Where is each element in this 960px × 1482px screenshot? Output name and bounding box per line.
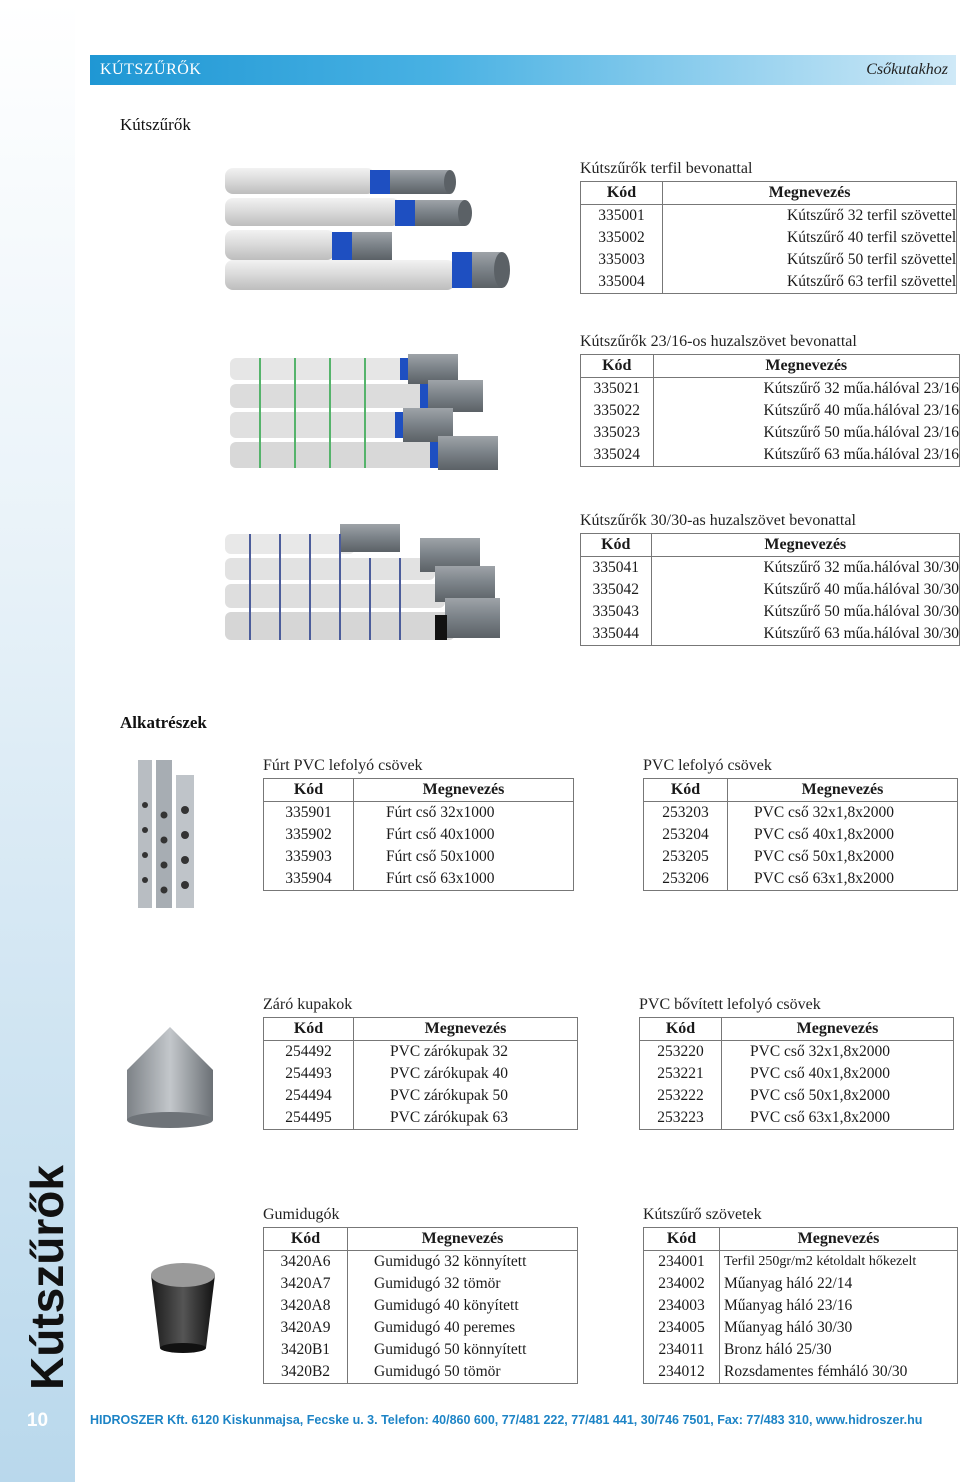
product-table-caps <box>263 1017 578 1130</box>
column-header-name: Megnevezés <box>348 1228 578 1251</box>
product-code: 3420B1 <box>264 1339 348 1361</box>
cap-photo <box>120 1022 220 1132</box>
product-code: 234012 <box>644 1361 720 1384</box>
table-row <box>644 802 958 825</box>
table-row <box>264 846 574 868</box>
product-code: 335024 <box>581 444 654 467</box>
header-bar <box>90 55 956 85</box>
table-row <box>644 1273 958 1295</box>
product-name: Műanyag háló 22/14 <box>720 1273 958 1295</box>
table-caption: Kútszűrők 30/30-as huzalszövet bevonattal <box>580 512 856 529</box>
table-row <box>644 824 958 846</box>
product-name: Gumidugó 50 tömör <box>348 1361 578 1384</box>
table-row <box>640 1063 954 1085</box>
table-block-mesh-2316 <box>580 333 960 467</box>
table-row <box>581 400 960 422</box>
product-code: 335041 <box>581 557 652 580</box>
product-code: 335903 <box>264 846 354 868</box>
product-code: 253206 <box>644 868 728 891</box>
table-caption: Záró kupakok <box>263 996 353 1013</box>
product-name: Műanyag háló 30/30 <box>720 1317 958 1339</box>
product-table-mesh-2316 <box>580 354 960 467</box>
column-header-name: Megnevezés <box>653 355 959 378</box>
product-code: 335021 <box>581 378 654 401</box>
product-name: Kútszűrő 50 terfil szövettel <box>663 249 957 271</box>
table-row <box>264 1041 578 1064</box>
table-row <box>264 1063 578 1085</box>
product-code: 254495 <box>264 1107 354 1130</box>
table-block-caps <box>263 996 578 1130</box>
product-name: PVC zárókupak 63 <box>354 1107 578 1130</box>
product-code: 335901 <box>264 802 354 825</box>
column-header-name: Megnevezés <box>728 779 958 802</box>
product-name: PVC cső 63x1,8x2000 <box>728 868 958 891</box>
product-name: Műanyag háló 23/16 <box>720 1295 958 1317</box>
table-row <box>264 1085 578 1107</box>
table-row <box>640 1107 954 1130</box>
product-code: 234003 <box>644 1295 720 1317</box>
product-code: 253203 <box>644 802 728 825</box>
product-code: 3420A6 <box>264 1251 348 1274</box>
table-row <box>581 557 960 580</box>
table-caption: Kútszűrők terfil bevonattal <box>580 160 753 177</box>
product-code: 3420A7 <box>264 1273 348 1295</box>
product-table-filter-fabrics <box>643 1227 958 1384</box>
product-code: 335042 <box>581 579 652 601</box>
product-code: 254492 <box>264 1041 354 1064</box>
table-row <box>264 802 574 825</box>
product-code: 335043 <box>581 601 652 623</box>
product-code: 3420B2 <box>264 1361 348 1384</box>
product-name: PVC zárókupak 32 <box>354 1041 578 1064</box>
table-block-mesh-3030 <box>580 512 960 646</box>
column-header-code: Kód <box>264 779 354 802</box>
product-name: PVC cső 40x1,8x2000 <box>728 824 958 846</box>
column-header-code: Kód <box>644 779 728 802</box>
product-code: 335022 <box>581 400 654 422</box>
section-title-parts: Alkatrészek <box>120 713 207 732</box>
page-number: 10 <box>26 1410 49 1431</box>
product-code: 234002 <box>644 1273 720 1295</box>
header-title: KÚTSZŰRŐK <box>100 61 202 78</box>
table-row <box>640 1085 954 1107</box>
table-block-terfil <box>580 160 957 294</box>
product-code: 335003 <box>581 249 663 271</box>
table-row <box>581 623 960 646</box>
table-row <box>264 1317 578 1339</box>
product-code: 234005 <box>644 1317 720 1339</box>
product-code: 3420A9 <box>264 1317 348 1339</box>
product-name: PVC cső 32x1,8x2000 <box>722 1041 954 1064</box>
product-name: Gumidugó 32 könnyített <box>348 1251 578 1274</box>
table-caption: PVC lefolyó csövek <box>643 757 772 774</box>
mesh-2316-filter-photo <box>220 350 500 470</box>
column-header-name: Megnevezés <box>651 534 959 557</box>
table-row <box>644 868 958 891</box>
product-table-expanded-pvc <box>639 1017 954 1130</box>
product-name: Kútszűrő 40 terfil szövettel <box>663 227 957 249</box>
table-row <box>264 824 574 846</box>
table-row <box>644 1317 958 1339</box>
product-name: Kútszűrő 50 műa.hálóval 30/30 <box>651 601 959 623</box>
table-row <box>581 378 960 401</box>
table-row <box>264 1107 578 1130</box>
product-code: 254494 <box>264 1085 354 1107</box>
column-header-name: Megnevezés <box>354 1018 578 1041</box>
product-name: Kútszűrő 63 műa.hálóval 30/30 <box>651 623 959 646</box>
product-code: 253204 <box>644 824 728 846</box>
table-row <box>644 1251 958 1274</box>
product-name: Kútszűrő 63 műa.hálóval 23/16 <box>653 444 959 467</box>
column-header-code: Kód <box>644 1228 720 1251</box>
product-name: Fúrt cső 40x1000 <box>354 824 574 846</box>
product-name: Gumidugó 50 könnyített <box>348 1339 578 1361</box>
product-name: Kútszűrő 32 műa.hálóval 23/16 <box>653 378 959 401</box>
product-code: 335002 <box>581 227 663 249</box>
table-caption: Kútszűrők 23/16-os huzalszövet bevonattal <box>580 333 857 350</box>
product-name: Fúrt cső 63x1000 <box>354 868 574 891</box>
product-name: PVC cső 50x1,8x2000 <box>722 1085 954 1107</box>
table-row <box>640 1041 954 1064</box>
product-name: Kútszűrő 32 műa.hálóval 30/30 <box>651 557 959 580</box>
product-name: PVC cső 32x1,8x2000 <box>728 802 958 825</box>
product-code: 253222 <box>640 1085 722 1107</box>
table-row <box>264 868 574 891</box>
footer-contact: HIDROSZER Kft. 6120 Kiskunmajsa, Fecske u. 3. Telefon: 40/860 600, 77/481 222, 77/481 441, 30/746 7501, Fax: 77/483 310, www.hidroszer.hu <box>90 1413 923 1427</box>
product-code: 335001 <box>581 205 663 228</box>
product-name: Gumidugó 40 könyített <box>348 1295 578 1317</box>
product-code: 234011 <box>644 1339 720 1361</box>
product-name: Fúrt cső 32x1000 <box>354 802 574 825</box>
product-name: PVC zárókupak 50 <box>354 1085 578 1107</box>
side-title: Kútszűrők <box>21 1165 73 1390</box>
column-header-code: Kód <box>640 1018 722 1041</box>
column-header-name: Megnevezés <box>722 1018 954 1041</box>
product-name: Gumidugó 32 tömör <box>348 1273 578 1295</box>
table-block-perforated <box>263 757 574 891</box>
table-row <box>581 205 957 228</box>
table-block-pvc <box>643 757 958 891</box>
product-code: 335044 <box>581 623 652 646</box>
table-caption: PVC bővített lefolyó csövek <box>639 996 821 1013</box>
column-header-name: Megnevezés <box>720 1228 958 1251</box>
product-name: PVC zárókupak 40 <box>354 1063 578 1085</box>
product-name: PVC cső 50x1,8x2000 <box>728 846 958 868</box>
column-header-code: Kód <box>581 182 663 205</box>
column-header-name: Megnevezés <box>663 182 957 205</box>
section-title-filters: Kútszűrők <box>120 115 191 134</box>
product-name: Fúrt cső 50x1000 <box>354 846 574 868</box>
product-name: Gumidugó 40 peremes <box>348 1317 578 1339</box>
table-row <box>264 1251 578 1274</box>
product-name: Kútszűrő 50 műa.hálóval 23/16 <box>653 422 959 444</box>
column-header-code: Kód <box>581 534 652 557</box>
product-code: 335023 <box>581 422 654 444</box>
product-code: 335004 <box>581 271 663 294</box>
header-subtitle: Csőkutakhoz <box>866 61 948 78</box>
product-name: Rozsdamentes fémháló 30/30 <box>720 1361 958 1384</box>
mesh-3030-filter-photo <box>220 520 500 645</box>
table-block-rubber-plugs <box>263 1206 578 1384</box>
product-code: 253221 <box>640 1063 722 1085</box>
column-header-code: Kód <box>264 1228 348 1251</box>
product-code: 335902 <box>264 824 354 846</box>
table-row <box>581 271 957 294</box>
product-table-pvc <box>643 778 958 891</box>
table-row <box>264 1295 578 1317</box>
column-header-name: Megnevezés <box>354 779 574 802</box>
table-row <box>644 846 958 868</box>
table-row <box>581 579 960 601</box>
product-name: Terfil 250gr/m2 kétoldalt hőkezelt <box>720 1251 958 1274</box>
table-caption: Fúrt PVC lefolyó csövek <box>263 757 423 774</box>
table-row <box>581 227 957 249</box>
product-name: Kútszűrő 40 műa.hálóval 30/30 <box>651 579 959 601</box>
column-header-code: Kód <box>264 1018 354 1041</box>
product-name: Kútszűrő 32 terfil szövettel <box>663 205 957 228</box>
product-code: 253220 <box>640 1041 722 1064</box>
table-row <box>644 1361 958 1384</box>
product-code: 253205 <box>644 846 728 868</box>
product-name: PVC cső 40x1,8x2000 <box>722 1063 954 1085</box>
table-row <box>644 1339 958 1361</box>
terfil-filter-photo <box>220 160 510 290</box>
table-row <box>264 1361 578 1384</box>
table-row <box>581 601 960 623</box>
product-name: PVC cső 63x1,8x2000 <box>722 1107 954 1130</box>
product-table-mesh-3030 <box>580 533 960 646</box>
product-table-terfil <box>580 181 957 294</box>
table-row <box>644 1295 958 1317</box>
table-caption: Kútszűrő szövetek <box>643 1206 762 1223</box>
table-row <box>581 422 960 444</box>
product-code: 234001 <box>644 1251 720 1274</box>
table-caption: Gumidugók <box>263 1206 340 1223</box>
table-block-expanded-pvc <box>639 996 954 1130</box>
product-name: Bronz háló 25/30 <box>720 1339 958 1361</box>
table-row <box>264 1339 578 1361</box>
rubber-plug-photo <box>148 1260 218 1355</box>
product-name: Kútszűrő 63 terfil szövettel <box>663 271 957 294</box>
column-header-code: Kód <box>581 355 654 378</box>
product-table-perforated <box>263 778 574 891</box>
table-row <box>581 444 960 467</box>
product-code: 335904 <box>264 868 354 891</box>
table-row <box>581 249 957 271</box>
product-code: 3420A8 <box>264 1295 348 1317</box>
product-code: 253223 <box>640 1107 722 1130</box>
table-block-filter-fabrics <box>643 1206 958 1384</box>
product-code: 254493 <box>264 1063 354 1085</box>
perforated-pipes-photo <box>130 755 200 910</box>
product-table-rubber-plugs <box>263 1227 578 1384</box>
table-row <box>264 1273 578 1295</box>
product-name: Kútszűrő 40 műa.hálóval 23/16 <box>653 400 959 422</box>
